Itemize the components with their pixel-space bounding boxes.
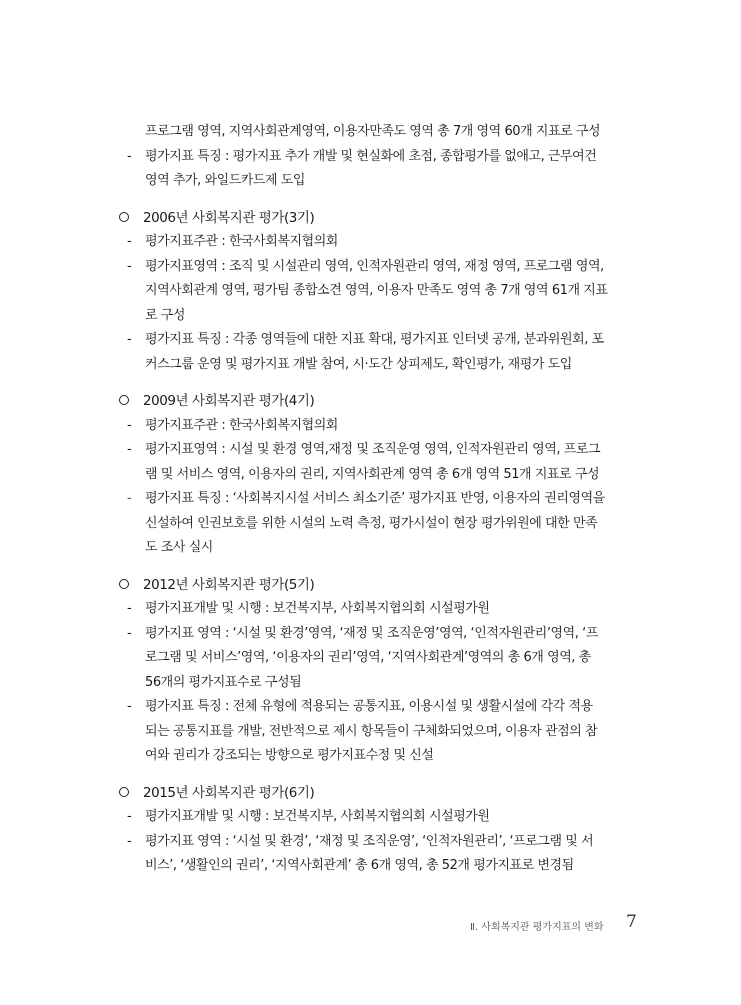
- text-line: [0, 353, 741, 378]
- dash-bullet: -: [127, 417, 132, 433]
- list-item-text: 평가지표 특징 : 각종 영역들에 대한 지표 확대, 평가지표 인터넷 공개, 분과위원회, 포: [145, 332, 604, 347]
- continuation-text: 영역 추가, 와일드카드제 도입: [145, 173, 306, 188]
- text-line: [0, 304, 741, 329]
- list-item-text: 평가지표 특징 : ‘사회복지시설 서비스 최소기준’ 평가지표 반영, 이용자의 권리영역을: [145, 491, 605, 506]
- text-line: [0, 646, 741, 671]
- list-item: [0, 255, 741, 280]
- continuation-text: 신설하여 인권보호를 위한 시설의 노력 측정, 평가시설이 현장 평가위원에 대한 만족: [145, 515, 598, 531]
- list-item-text: 평가지표개발 및 시행 : 보건복지부, 사회복지협의회 시설평가원: [145, 809, 490, 824]
- text-line: [0, 854, 741, 879]
- section-heading: [0, 573, 741, 598]
- text-line: [0, 512, 741, 537]
- section-title: 2012년 사회복지관 평가(5기): [143, 576, 315, 593]
- circle-bullet-icon: [119, 787, 129, 797]
- list-item: [0, 328, 741, 353]
- continuation-text: 지역사회관계 영역, 평가팀 종합소견 영역, 이용자 만족도 영역 총 7개 영역 61개 지표: [145, 283, 608, 298]
- circle-bullet-icon: [119, 579, 129, 589]
- list-item-text: 평가지표개발 및 시행 : 보건복지부, 사회복지협의회 시설평가원: [145, 601, 490, 616]
- text-line: [0, 744, 741, 769]
- text-line: [0, 720, 741, 745]
- dash-bullet: -: [127, 625, 132, 641]
- text-line: [0, 463, 741, 488]
- continuation-text: 56개의 평가지표수로 구성됨: [145, 674, 302, 690]
- page-body: [0, 120, 741, 879]
- list-item-text: 평가지표영역 : 시설 및 환경 영역,재정 및 조직운영 영역, 인적자원관리 영역, 프로그: [145, 442, 601, 457]
- list-item-text: 평가지표 특징 : 전체 유형에 적용되는 공통지표, 이용시설 및 생활시설에 각각 적용: [145, 699, 593, 714]
- continuation-text: 로 구성: [145, 307, 186, 323]
- continuation-text: 프로그램 영역, 지역사회관계영역, 이용자만족도 영역 총 7개 영역 60개 지표로 구성: [145, 124, 601, 139]
- list-item-text: 평가지표영역 : 조직 및 시설관리 영역, 인적자원관리 영역, 재정 영역, 프로그램 영역,: [145, 258, 604, 274]
- continuation-text: 램 및 서비스 영역, 이용자의 권리, 지역사회관계 영역 총 6개 영역 51개 지표로 구성: [145, 466, 600, 482]
- section-title: 2015년 사회복지관 평가(6기): [143, 784, 315, 801]
- continuation-text: 커스그룹 운영 및 평가지표 개발 참여, 시·도간 상피제도, 확인평가, 재평가 도입: [145, 356, 572, 372]
- section-title: 2009년 사회복지관 평가(4기): [143, 393, 315, 409]
- dash-bullet: -: [127, 148, 132, 164]
- list-item-text: 평가지표 영역 : ‘시설 및 환경’영역, ‘재정 및 조직운영’영역, ‘인적자원관리’영역, ‘프: [145, 625, 598, 641]
- dash-bullet: -: [127, 258, 132, 274]
- text-line: [0, 536, 741, 561]
- list-item: [0, 695, 741, 720]
- list-item: [0, 830, 741, 855]
- list-item: [0, 487, 741, 512]
- list-item: [0, 622, 741, 647]
- page-footer: [470, 912, 640, 933]
- list-item: [0, 438, 741, 463]
- section-heading: [0, 206, 741, 231]
- list-item-text: 평가지표주관 : 한국사회복지협의회: [145, 234, 338, 249]
- continuation-text: 비스’, ‘생활인의 권리’, ‘지역사회관계’ 총 6개 영역, 총 52개 평가지표로 변경됨: [145, 858, 574, 873]
- list-item-text: 평가지표 특징 : 평가지표 추가 개발 및 현실화에 초점, 종합평가를 없애고, 근무여건: [145, 148, 597, 164]
- dash-bullet: -: [127, 699, 132, 714]
- text-line: [0, 279, 741, 304]
- text-line: [0, 169, 741, 194]
- continuation-text: 도 조사 실시: [145, 540, 213, 555]
- text-line: [0, 671, 741, 696]
- page-number: 7: [626, 912, 637, 932]
- dash-bullet: -: [127, 601, 132, 616]
- dash-bullet: -: [127, 442, 132, 457]
- section-heading: [0, 781, 741, 806]
- list-item-text: 평가지표 영역 : ‘시설 및 환경’, ‘재정 및 조직운영’, ‘인적자원관리’, ‘프로그램 및 서: [145, 833, 594, 849]
- dash-bullet: -: [127, 833, 132, 849]
- dash-bullet: -: [127, 332, 132, 347]
- list-item: [0, 230, 741, 255]
- continuation-text: 여와 권리가 강조되는 방향으로 평가지표수정 및 신설: [145, 748, 434, 763]
- continuation-text: 되는 공통지표를 개발, 전반적으로 제시 항목들이 구체화되었으며, 이용자 관점의 참: [145, 723, 598, 739]
- text-line: [0, 120, 741, 145]
- dash-bullet: -: [127, 809, 132, 824]
- dash-bullet: -: [127, 491, 132, 506]
- running-footer-title: Ⅱ. 사회복지관 평가지표의 변화: [470, 922, 604, 933]
- list-item: [0, 597, 741, 622]
- circle-bullet-icon: [119, 212, 129, 222]
- section-heading: [0, 389, 741, 414]
- circle-bullet-icon: [119, 395, 129, 405]
- section-title: 2006년 사회복지관 평가(3기): [143, 209, 315, 226]
- list-item: [0, 145, 741, 170]
- continuation-text: 로그램 및 서비스’영역, ‘이용자의 권리’영역, ‘지역사회관계’영역의 총 6개 영역, 총: [145, 650, 591, 665]
- list-item-text: 평가지표주관 : 한국사회복지협의회: [145, 417, 338, 433]
- dash-bullet: -: [127, 234, 132, 249]
- list-item: [0, 414, 741, 439]
- list-item: [0, 805, 741, 830]
